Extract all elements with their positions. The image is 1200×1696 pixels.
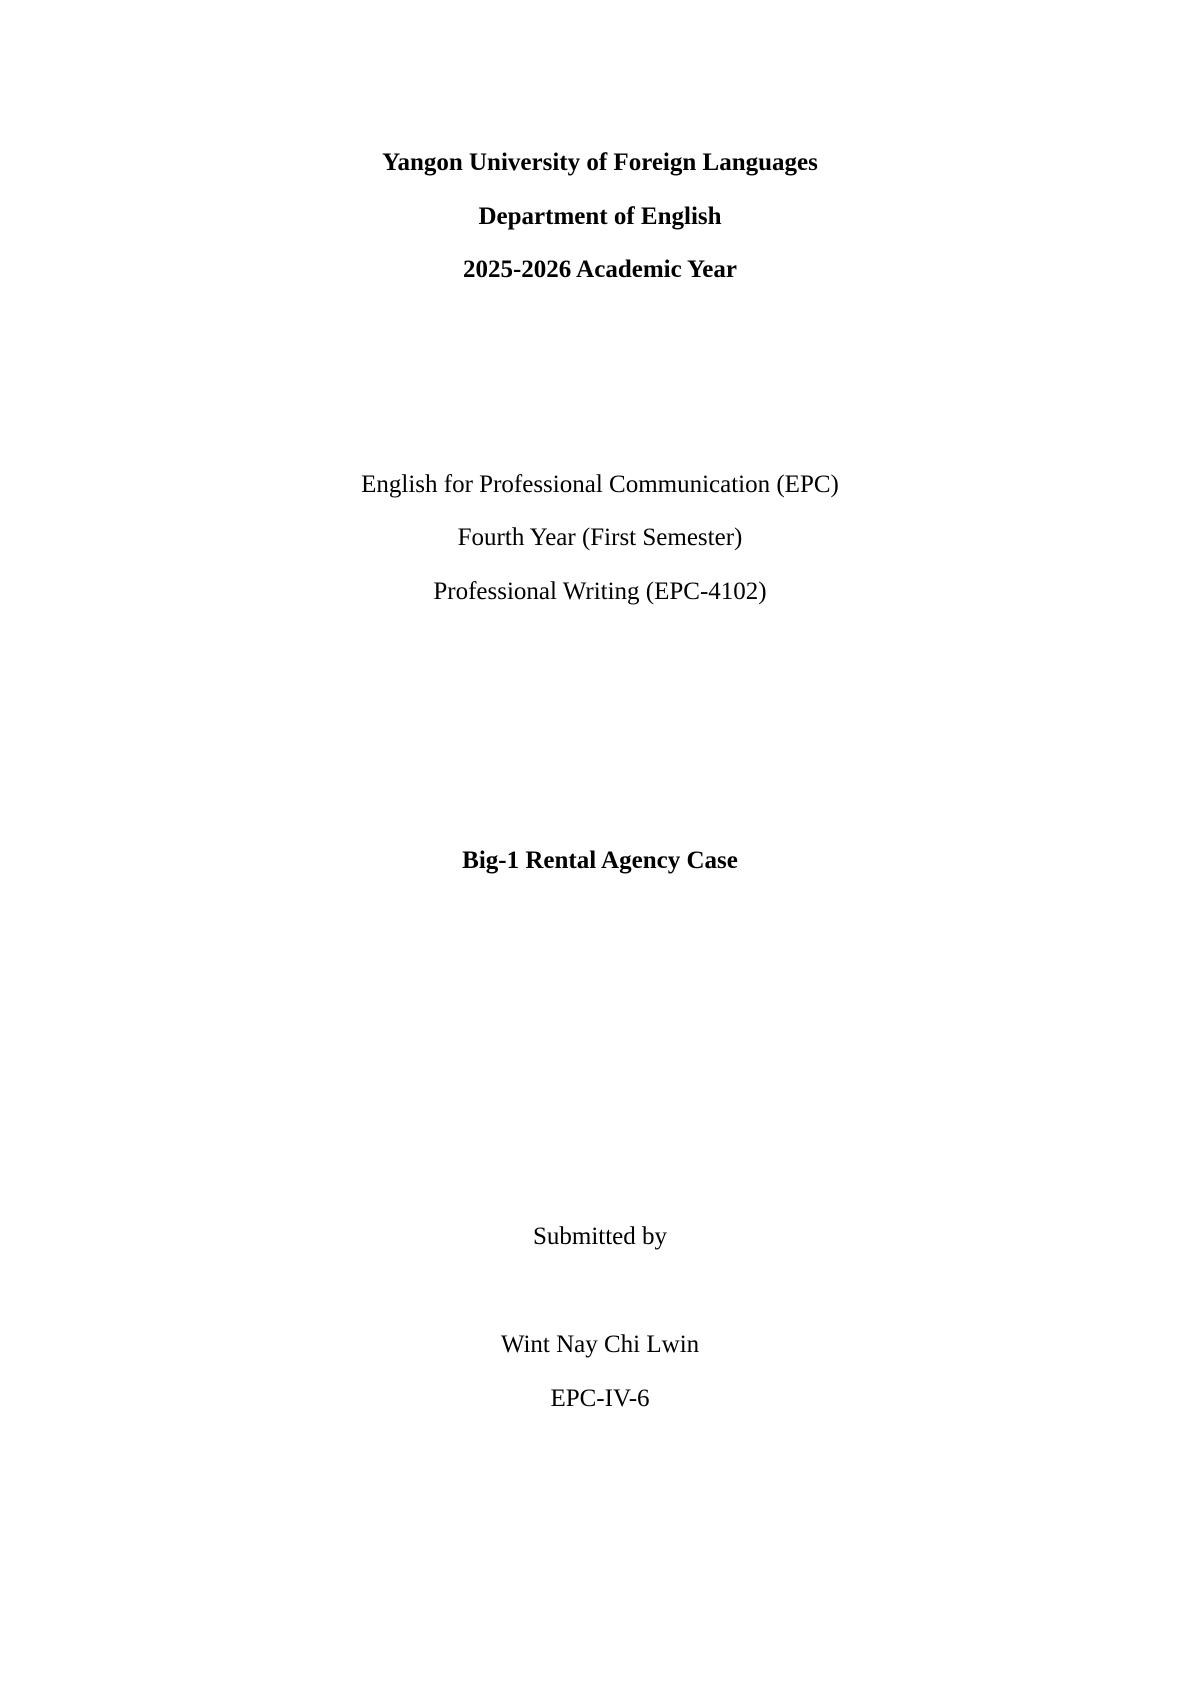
department-name: Department of English (478, 203, 722, 230)
year-semester: Fourth Year (First Semester) (457, 524, 743, 551)
subject-name: Professional Writing (EPC-4102) (433, 578, 767, 605)
submitted-by-label: Submitted by (532, 1223, 668, 1250)
university-name: Yangon University of Foreign Languages (382, 149, 818, 176)
academic-year: 2025-2026 Academic Year (462, 256, 737, 283)
student-name: Wint Nay Chi Lwin (500, 1331, 700, 1358)
program-name: English for Professional Communication (EPC) (361, 471, 839, 498)
document-title: Big-1 Rental Agency Case (462, 847, 738, 874)
student-id: EPC-IV-6 (550, 1385, 650, 1412)
